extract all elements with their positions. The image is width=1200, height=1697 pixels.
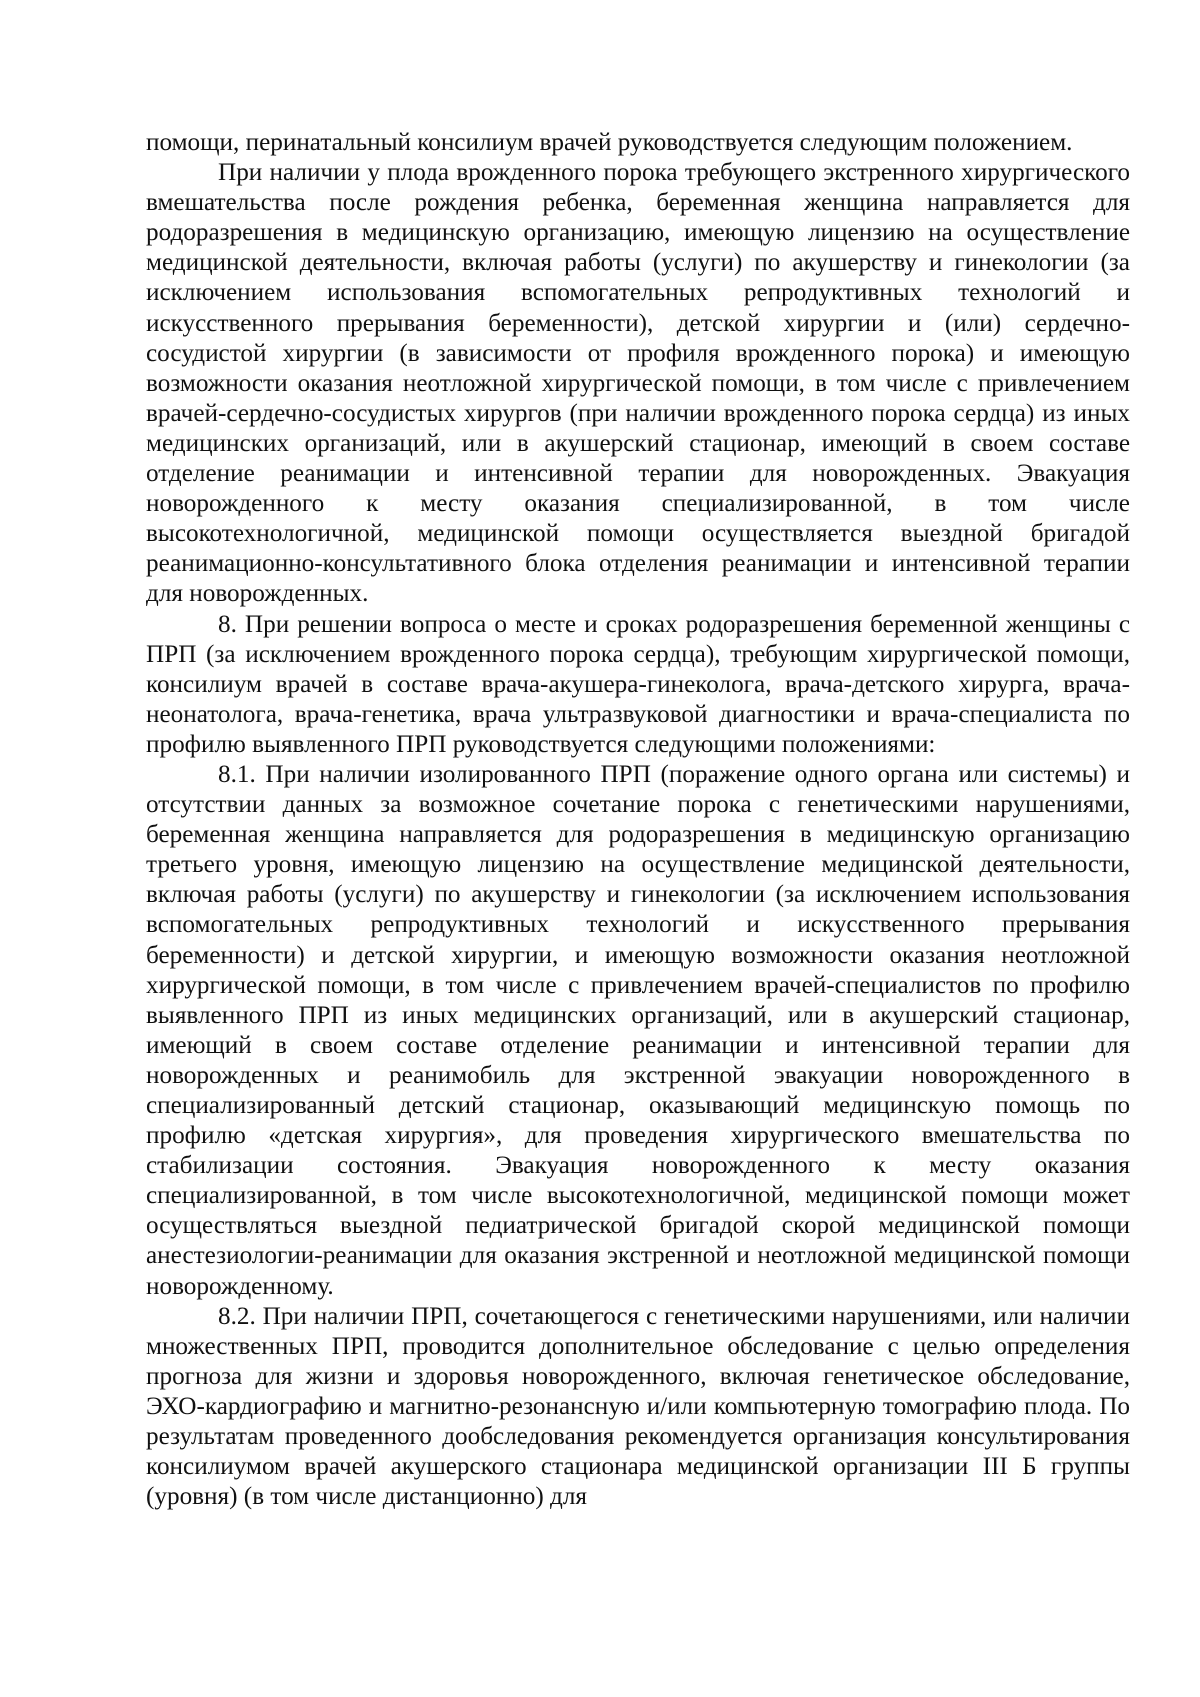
paragraph-item-8: 8. При решении вопроса о месте и сроках родоразрешения беременной женщины с ПРП (за исключением врожденного порока сердца), требующим хирургической помощи, консилиум врачей в составе врача-акушера-гинеколога, врача-детского хирурга, врача-неонатолога, врача-генетика, врача ультразвуковой диагностики и врача-специалиста по профилю выявленного ПРП руководствуется следующими положениями:	[146, 610, 1130, 758]
document-page	[146, 128, 1130, 1512]
paragraph-congenital-defect: При наличии у плода врожденного порока требующего экстренного хирургического вмешательства после рождения ребенка, беременная женщина направляется для родоразрешения в медицинскую организацию, имеющую лицензию на осуществление медицинской деятельности, включая работы (услуги) по акушерству и гинекологии (за исключением использования вспомогательных репродуктивных технологий и искусственного прерывания беременности), детской хирургии и (или) сердечно-сосудистой хирургии (в зависимости от профиля врожденного порока) и имеющую возможности оказания неотложной хирургической помощи, в том числе с привлечением врачей-сердечно-сосудистых хирургов (при наличии врожденного порока сердца) из иных медицинских организаций, или в акушерский стационар, имеющий в своем составе отделение реанимации и интенсивной терапии для новорожденных. Эвакуация новорожденного к месту оказания специализированной, в том числе высокотехнологичной, медицинской помощи осуществляется выездной бригадой реанимационно-консультативного блока отделения реанимации и интенсивной терапии для новорожденных.	[146, 159, 1130, 608]
paragraph-item-8-2: 8.2. При наличии ПРП, сочетающегося с генетическими нарушениями, или наличии множественных ПРП, проводится дополнительное обследование с целью определения прогноза для жизни и здоровья новорожденного, включая генетическое обследование, ЭХО-кардиографию и магнитно-резонансную и/или компьютерную томографию плода. По результатам проведенного дообследования рекомендуется организация консультирования консилиумом врачей акушерского стационара медицинской организации III Б группы (уровня) (в том числе дистанционно) для	[146, 1302, 1130, 1511]
paragraph-continuation: помощи, перинатальный консилиум врачей руководствуется следующим положением.	[146, 129, 1073, 156]
paragraph-item-8-1: 8.1. При наличии изолированного ПРП (поражение одного органа или системы) и отсутствии данных за возможное сочетание порока с генетическими нарушениями, беременная женщина направляется для родоразрешения в медицинскую организацию третьего уровня, имеющую лицензию на осуществление медицинской деятельности, включая работы (услуги) по акушерству и гинекологии (за исключением использования вспомогательных репродуктивных технологий и искусственного прерывания беременности) и детской хирургии, и имеющую возможности оказания неотложной хирургической помощи, в том числе с привлечением врачей-специалистов по профилю выявленного ПРП из иных медицинских организаций, или в акушерский стационар, имеющий в своем составе отделение реанимации и интенсивной терапии для новорожденных и реанимобиль для экстренной эвакуации новорожденного в специализированный детский стационар, оказывающий медицинскую помощь по профилю «детская хирургия», для проведения хирургического вмешательства по стабилизации состояния. Эвакуация новорожденного к месту оказания специализированной, в том числе высокотехнологичной, медицинской помощи может осуществляться выездной педиатрической бригадой скорой медицинской помощи анестезиологии-реанимации для оказания экстренной и неотложной медицинской помощи новорожденному.	[146, 760, 1130, 1300]
